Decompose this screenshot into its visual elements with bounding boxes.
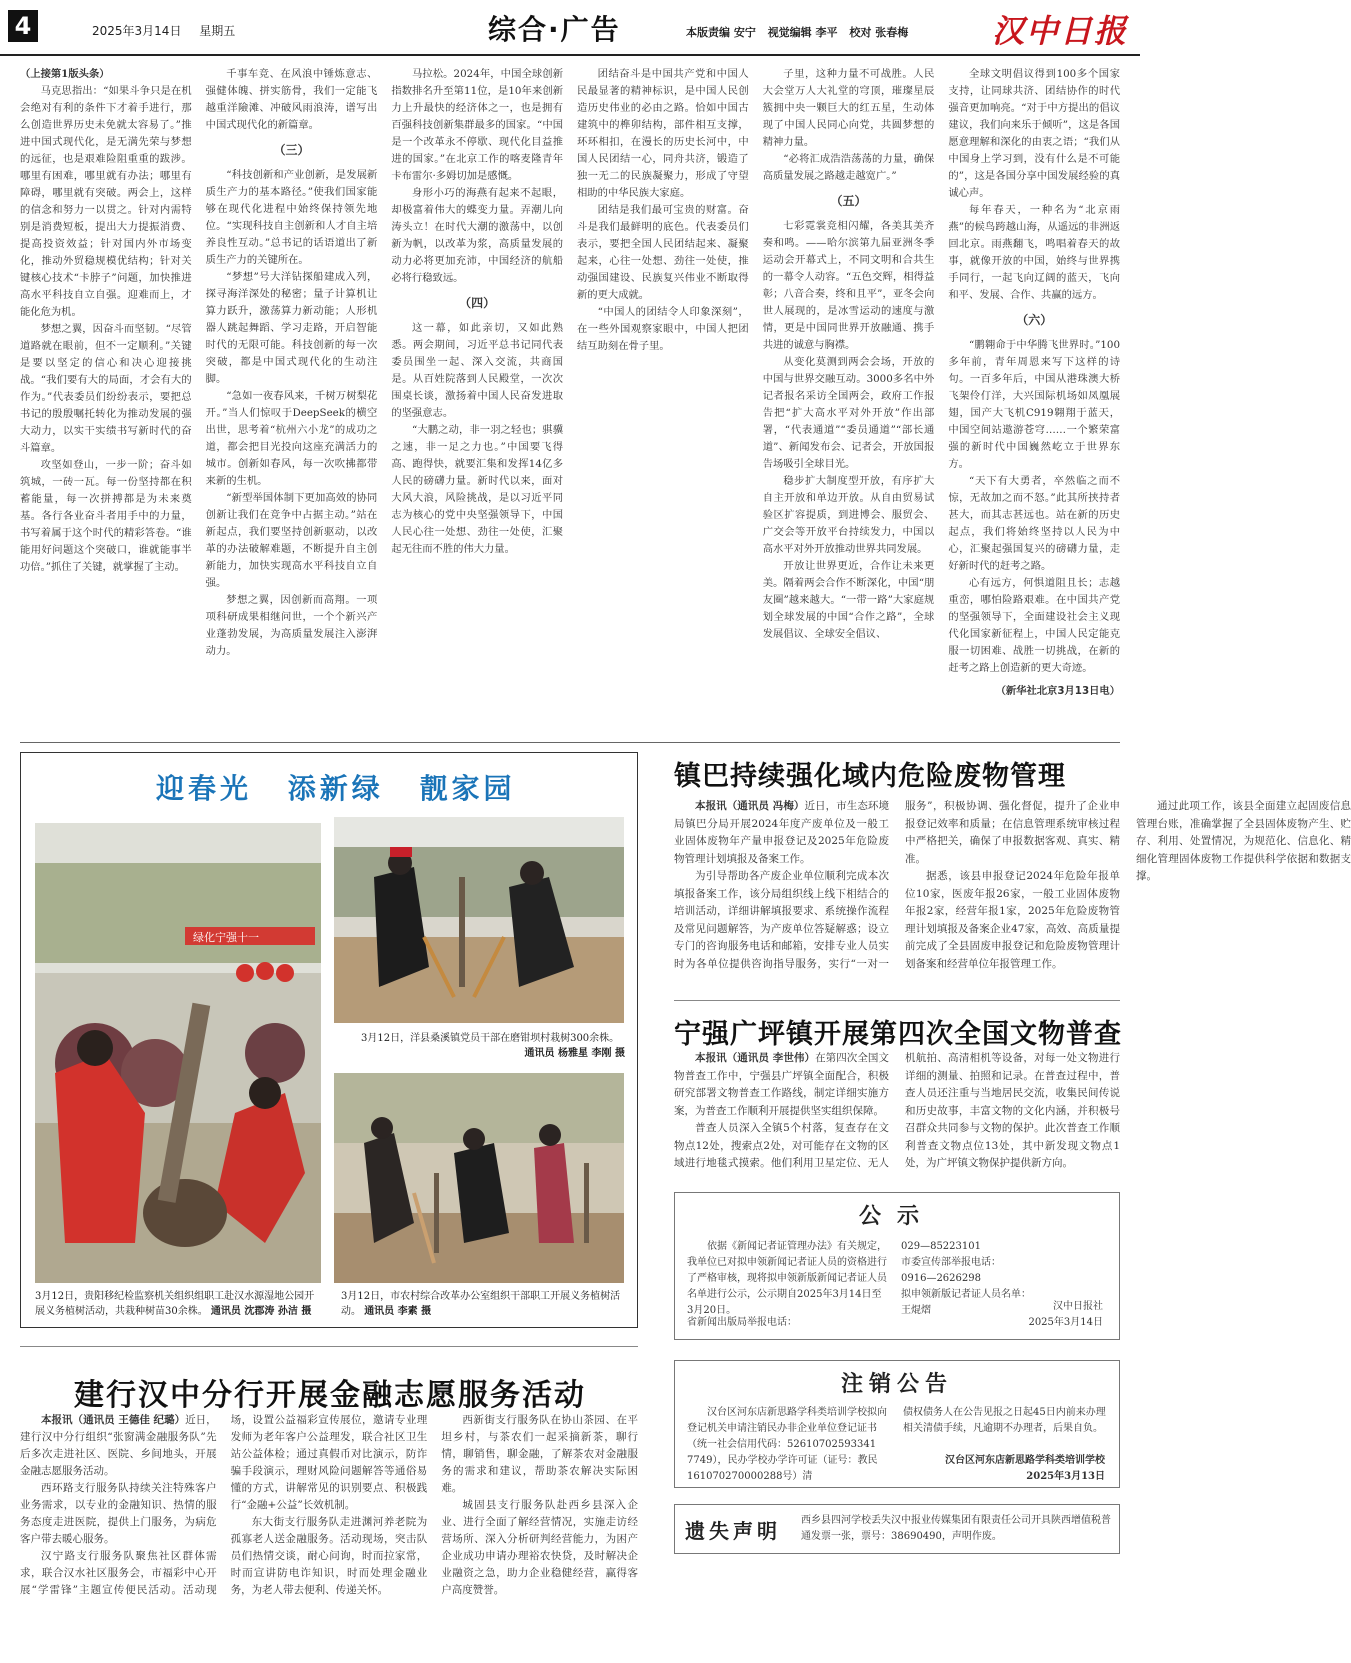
- issue-date: [92, 22, 249, 39]
- photo-staff-planting: [334, 1073, 624, 1283]
- banner-text: 绿化宁强十一: [193, 931, 259, 944]
- notice-date: 2025年3月13日: [1026, 1471, 1105, 1482]
- paragraph: 近日，市生态环境局镇巴分局开展2024年度产废单位及一般工业固体废物年产量申报登记及2025年危险废物管理计划填报及备案工作。: [674, 800, 890, 865]
- article-signature: （新华社北京3月13日电）: [995, 685, 1121, 697]
- cancellation-notice: [674, 1360, 1120, 1488]
- paragraph: “天下有大勇者，卒然临之而不惊，无故加之而不怒。”此其所挟持者甚大，而其志甚远也。站在新的历史起点，我们将始终坚持以人民为中心，汇聚起强国复兴的磅礴力量，走好新时代的赶考之路。: [948, 475, 1121, 572]
- notice-title: 注销公告: [840, 1372, 953, 1397]
- section-number: （四）: [459, 296, 496, 310]
- paragraph: “必将汇成浩浩荡荡的力量，确保高质量发展之路越走越宽广。”: [762, 153, 935, 182]
- notice-body-right: 债权债务人在公告见报之日起45日内前来办理相关清债手续，凡逾期不办理者，后果自负。: [903, 1407, 1106, 1434]
- caption-text: 3月12日，市农村综合改革办公室组织干部职工开展义务植树活动。: [341, 1291, 621, 1317]
- paragraph: 梦想之翼，因创新而高翔。一项项科研成果相继问世，一个个新兴产业蓬勃发展，为高质量发展注入澎湃动力。: [205, 594, 378, 657]
- contact-line: 029—85223101: [901, 1241, 981, 1252]
- paragraph: 近日，建行汉中分行组织“张窗满金融服务队”先后多次走进社区、医院、乡间地头，开展金融志愿服务活动。: [20, 1414, 217, 1477]
- paragraph: 全球文明倡议得到100多个国家支持，让同球共济、团结协作的时代强音更加响亮。“对于中方提出的倡议建议，我们向来乐于倾听”，这是各国愿意理解和深化的由衷之语；“我们从中国身上学习到，没有什么是不可能的”，这是各国分享中国发展经验的真诚心声。: [948, 68, 1121, 199]
- page-header: [0, 0, 1140, 56]
- editor-credit: 视觉编辑 李平: [767, 26, 838, 39]
- article-column: [20, 66, 192, 736]
- article-body: [674, 1050, 1120, 1176]
- paragraph: “梦想”号大洋钻探船建成入列，探寻海洋深处的秘密；量子计算机让算力跃升，激荡算力新动能；人形机器人跳起舞蹈、学习走路，开启智能时代的无限可能。科技创新的每一次突破，都是中国式现代化的生动注脚。: [205, 271, 378, 385]
- paragraph: 为引导帮助各产废企业单位顺利完成本次填报备案工作，该分局组织线上线下相结合的培训活动，详细讲解填报要求、系统操作流程及常见问题解答，为产废单位答疑解惑；设立专门的咨询服务电话和邮箱，安排专业人员实时为各单位提供咨询指导服务，实行“一对一服务”，积极协调、强化督促，提升了企业申报登记效率和质量；在信息管理系统审核过程中严格把关，确保了申报数据客观、真实、精准。: [674, 800, 1120, 970]
- notice-org: 汉台区河东店新思路学科类培训学校: [945, 1455, 1105, 1466]
- editor-credit: 校对 张春梅: [849, 26, 909, 39]
- paragraph: 攻坚如登山，一步一阶；奋斗如筑城，一砖一瓦。每一份坚持都在积蓄能量，每一次拼搏都是为未来奠基。各行各业奋斗者用手中的力量，书写着属于这个时代的精彩答卷。“谁能用好问题这个突破口，谁就能事半功倍。”抓住了关键，就掌握了主动。: [20, 459, 192, 573]
- notice-signoff: [945, 1453, 1105, 1485]
- photo-caption: [35, 1289, 321, 1319]
- notice-title: 遗失声明: [685, 1519, 781, 1543]
- paragraph: 这一幕，如此亲切，又如此熟悉。两会期间，习近平总书记同代表委员围坐一起、深入交流，共商国是。从百姓院落到人民殿堂，一次次围桌长谈，激扬着中国人民奋发进取的坚强意志。: [391, 322, 564, 419]
- notice-body: 依据《新闻记者证管理办法》有关规定，我单位已对拟申领新闻记者证人员的资格进行了严格审核，现将拟申领新版新闻记者证人员名单进行公示，公示期自2025年3月14日至3月20日。: [687, 1241, 887, 1316]
- notice-body: 汉台区河东店新思路学科类培训学校拟向登记机关申请注销民办非企业单位登记证书（统一社会信用代码：52610702593341 7749），民办学校办学许可证（证号：教民161070270000288号）清: [687, 1407, 887, 1482]
- paragraph: 在第四次全国文物普查工作中，宁强县广坪镇全面配合，积极研究部署文物普查工作路线，制定详细实施方案，为普查工作顺利开展提供坚实组织保障。: [674, 1052, 890, 1117]
- notice-title: 公示: [858, 1204, 935, 1229]
- paragraph: 据悉，该县申报登记2024年危险年报单位10家，医废年报26家，一般工业固体废物年报2家，经营年报1家，2025年危险废物管理计划填报及备案企业47家，高效、高质量提前完成了全县固废申报登记和危险废物管理计划备案和经营单位年报管理工作。: [905, 870, 1120, 970]
- paragraph: 千事车竞、在风浪中锤炼意志、强健体魄、拼实筋骨，我们一定能飞越重洋險滩、冲破风雨浪涛，谱写出中国式现代化的新篇章。: [205, 68, 378, 131]
- title-part: 靓家园: [419, 772, 516, 805]
- paragraph: “急如一夜春风来，千树万树梨花开。”当人们惊叹于DeepSeek的横空出世，思考着“杭州六小龙”的成功之道，都会把目光投向这座充满活力的城市。创新如春风，每一次吹拂都带来新的生机。: [205, 390, 378, 487]
- divider: [20, 1346, 638, 1347]
- article-headline: 镇巴持续强化域内危险废物管理: [674, 761, 1066, 792]
- photo-caption: [361, 1031, 625, 1061]
- continued-label: （上接第1版头条）: [20, 68, 110, 80]
- section-number: （五）: [830, 194, 867, 208]
- article-column: [206, 66, 378, 736]
- editor-credit: 本版责编 安宁: [686, 26, 756, 39]
- photo-caption: [341, 1289, 625, 1319]
- byline: 本报讯（通讯员 李世伟）: [695, 1052, 816, 1064]
- photo-image: [334, 817, 624, 1023]
- paragraph: 身形小巧的海燕有起来不起眼，却极富着伟大的蝶变力量。弄潮儿向涛头立！在时代大潮的激荡中，以创新为帆，以改革为浆，高质量发展的动力必将更加充沛，中国经济的航船必将行稳致远。: [391, 187, 564, 284]
- photo-credit: 通讯员 李素 摄: [364, 1306, 432, 1317]
- photo-officials-planting: [334, 817, 624, 1023]
- notice-date: 2025年3月14日: [1028, 1317, 1103, 1328]
- title-part: 迎春光: [156, 772, 253, 805]
- title-part: 添新绿: [287, 772, 384, 805]
- paragraph: 子里，这种力量不可战胜。人民大会堂万人大礼堂的穹顶，璀璨星辰簇拥中央一颗巨大的红五星，生动体现了中国人民同心向党，共圆梦想的精神力量。: [762, 68, 935, 148]
- paragraph: 马拉松。2024年，中国全球创新指数排名升至第11位，是10年来创新力上升最快的经济体之一，也是拥有百强科技创新集群最多的国家。“中国是一个改革永不停歇、现代化目益推进的国家。”在北京工作的喀麦隆青年卡布雷尔·多姆切加是感慨。: [391, 68, 564, 182]
- photo-volunteers-planting: [35, 823, 321, 1283]
- article-column: [763, 66, 935, 736]
- notice-body: 西乡县四河学校丢失汉中报业传媒集团有限责任公司开具陕西增值税普通发票一张，票号：38690490，声明作废。: [801, 1515, 1111, 1542]
- article-headline: 宁强广坪镇开展第四次全国文物普查: [674, 1019, 1122, 1050]
- notice-signoff: [1028, 1299, 1103, 1331]
- photo-image: [35, 823, 321, 1283]
- contact-line: 0916—2626298: [901, 1273, 981, 1284]
- editor-credits: [686, 24, 916, 40]
- paragraph: “科技创新和产业创新，是发展新质生产力的基本路径。”使我们国家能够在现代化进程中始终保持领先地位。“实现科技自主创新和人才自主培养良性互动。”总书记的话语道出了新质生产力的关键所在。: [205, 169, 378, 266]
- paragraph: “大鹏之动，非一羽之轻也；骐骥之速，非一足之力也。”中国要飞得高、跑得快，就要汇集和发挥14亿多人民的磅礴力量。新时代以来，面对大风大浪，风险挑战，是以习近平同志为核心的党中央坚强领导下，中国人民心往一处想、劲往一处使，汇聚起无往而不胜的伟大力量。: [391, 424, 564, 555]
- public-notice: [674, 1192, 1120, 1340]
- paragraph: 七彩霓裳竞相闪耀，各美其美齐奏和鸣。——哈尔滨第九届亚洲冬季运动会开幕式上，不同文明和合共生的一幕令人动容。“五色交辉，相得益彰；八音合奏，终和且平”，亚冬会向世人展现的，是冰雪运动的速度与激情，更是中国同世界开放融通、携手共进的诚意与胸襟。: [762, 220, 935, 351]
- article-column: [577, 66, 749, 736]
- paragraph: 城固县支行服务队赴西乡县深入企业、进行全面了解经营情况，实施走访经营场所、深入分析研判经营能力，为困产企业成功申请办理裕农快贷，及时解决企业融资之急，助力企业稳健经营，赢得客户高度赞誉。: [441, 1499, 638, 1596]
- lost-notice: [674, 1504, 1120, 1554]
- paragraph: “中国人的团结令人印象深刻”，在一些外国观察家眼中，中国人把团结互助刻在骨子里。: [577, 306, 749, 352]
- section-number: （六）: [1016, 313, 1053, 327]
- paragraph: “新型举国体制下更加高效的协同创新让我们在竞争中占据主动。”站在新起点，我们要坚持创新驱动，以改革的办法破解难题，不断提升自主创新能力，加快实现高水平科技自立自强。: [205, 492, 378, 589]
- article-body: [20, 1412, 638, 1652]
- article-column: [948, 66, 1120, 736]
- page-number: 4: [8, 10, 38, 42]
- paragraph: 普查人员深入全镇5个村落，复查存在文物点12处，搜索点2处，对可能存在文物的区域进行地毯式摸索。他们利用卫星定位、无人机航拍、高清相机等设备，对每一处文物进行详细的测量、拍照和记录。在普查过程中，普查人员还注重与当地居民交流，收集民间传说和历史故事，丰富文物的文化内涵，并积极号召群众共同参与文物的保护。此次普查工作顺利普查文物点位13处，其中新发现文物点1处，为广坪镇文物保护提供新方向。: [674, 1052, 1120, 1169]
- photo-feature-title: [156, 767, 538, 807]
- paragraph: 通过此项工作，该县全面建立起固废信息管理台账，准确掌握了全县固体废物产生、贮存、利用、处置情况，为规范化、信息化、精细化管理固体废物工作提供科学依据和数据支撑。: [1136, 800, 1351, 882]
- photo-credit: 通讯员 沈郡涛 孙洁 摄: [210, 1306, 312, 1317]
- photo-image: [334, 1073, 624, 1283]
- article-column: [391, 66, 563, 736]
- paragraph: 梦想之翼，因奋斗而坚韧。“尽管道路就在眼前，但不一定顺利。”关键是要以坚定的信心和决心迎接挑战。“我们要有大的局面，才会有大的作为。”代表委员们纷纷表示，要把总书记的殷殷嘱托转化为推动发展的强大动力，以实干实绩书写新时代的奋斗篇章。: [20, 323, 192, 454]
- byline: 本报讯（通讯员 冯梅）: [695, 800, 805, 812]
- notice-contact-label: 省新闻出版局举报电话：: [687, 1317, 797, 1328]
- paragraph: 西新街支行服务队在协山茶园、在平坦乡村，与茶农们一起采摘新茶，聊行情，聊销售，聊金融，了解茶农对金融服务的需求和建议，帮助茶农解决实际困难。: [441, 1414, 638, 1494]
- article-headline: 建行汉中分行开展金融志愿服务活动: [74, 1378, 586, 1413]
- paragraph: “鹏翱命于中华腾飞世界时。”100多年前，青年周恩来写下这样的诗句。一百多年后，中国从港珠澳大桥飞架伶仃洋，大兴国际机场如凤凰展翅，国产大飞机C919翱翔于蓝天，中国空间站遨游苍穹……一个繁荣富强的新时代中国巍然屹立于世界东方。: [948, 339, 1121, 470]
- caption-text: 3月12日，贵阳移纪检监察机关组织组职工赴汉水源湿地公园开展义务植树活动，共栽种树苗30余株。: [35, 1291, 315, 1317]
- paragraph: 西环路支行服务队持续关注特殊客户业务需求，以专业的金融知识、热情的服务态度走进医院，提供上门服务，为病危客户带去暖心服务。: [20, 1482, 217, 1545]
- byline: 本报讯（通讯员 王德佳 纪璐）: [41, 1414, 186, 1426]
- article-body: [674, 798, 1351, 986]
- paragraph: 稳步扩大制度型开放，有序扩大自主开放和单边开放。从自由贸易试验区扩容提质，到进博会、服贸会、广交会等开放平台持续发力，中国以高水平对外开放推动世界共同发展。: [762, 475, 935, 555]
- paragraph: 马克思指出：“如果斗争只是在机会绝对有利的条件下才着手进行，那么创造世界历史未免就太容易了。”推进中国式现代化，是无满先荣与梦想的远征，也是艰难险阻重重的跋涉。哪里有困难，哪里就有办法；哪里有障碍，哪里就有突破。两会上，这样的信念和努力一以贯之。针对内需特别是消费短板，提出大力提振消费、提高投资效益；针对国内外市场变化，推动外贸稳规模优结构；针对关键核心技术“卡脖子”问题，加快推进高水平科技自立自强。迎难而上，才能化危为机。: [20, 85, 192, 318]
- photo-feature: [20, 752, 638, 1328]
- newspaper-logo: 汉中日报: [991, 12, 1128, 50]
- notice-org: 汉中日报社: [1053, 1301, 1103, 1312]
- date-text: 2025年3月14日: [92, 24, 182, 38]
- divider: [20, 742, 1120, 743]
- paragraph: 心有远方，何惧道阻且长；志越重峦，哪怕险路艰难。在中国共产党的坚强领导下，全面建设社会主义现代化国家新征程上，中国人民定能克服一切困难、战胜一切挑战，在新的赶考之路上创造新的更大奇迹。: [948, 577, 1121, 674]
- contact-line: 拟申领新版记者证人员名单：: [901, 1289, 1031, 1300]
- photo-credit: 通讯员 杨雅星 李刚 摄: [524, 1048, 625, 1059]
- contact-line: 市委宣传部举报电话：: [901, 1257, 1001, 1268]
- contact-line: 王焜熠: [901, 1305, 931, 1316]
- paragraph: 团结是我们最可宝贵的财富。奋斗是我们最鲜明的底色。代表委员们表示，要把全国人民团结起来、凝聚起来，心往一处想、劲往一处使，推动强国建设、民族复兴伟业不断取得新的更大成就。: [577, 204, 749, 301]
- lead-article: [20, 66, 1120, 736]
- paragraph: 从变化莫测到两会会场，开放的中国与世界交融互动。3000多名中外记者报名采访全国两会，政府工作报告把“扩大高水平对外开放”作出部署，“代表通道”“委员通道”“部长通道”、新闻发布会、记者会，开放国报告场吸引全球目光。: [762, 356, 935, 470]
- paragraph: 每年春天，一种名为“北京雨燕”的候鸟跨越山海，从遥远的非洲返回北京。雨燕翻飞，鸣唱着春天的故事，就像开放的中国，始终与世界携手同行，一起飞向辽阔的蓝天，飞向和平、发展、合作、共赢的远方。: [948, 204, 1121, 301]
- weekday-text: 星期五: [199, 24, 236, 38]
- section-number: （三）: [273, 143, 310, 157]
- paragraph: 汉宁路支行服务队聚焦社区群体需求，联合汉水社区服务会，市福彩中心开展“学雷锋”主题宣传便民活动。活动现场，设置公益福彩宣传展位，邀请专业理发师为老年客户公益理发，联合社区卫生站公益体检；通过真假币对比演示，防诈骗手段演示，理财风险问题解答等通俗易懂的方式，讲解常见的识别要点、积极践行“金融+公益”长效机制。: [20, 1414, 428, 1596]
- caption-text: 3月12日，洋县桑溪镇党员干部在磨钳坝村栽树300余株。: [361, 1033, 620, 1044]
- divider: [674, 1000, 1120, 1001]
- paragraph: 东大街支行服务队走进渊河养老院为孤寡老人送金融服务。活动现场，突击队员们热情交谈，耐心问询，时而拉家常，时而宣讲防电诈知识，时而处理金融业务，为老人带去便利、传递关怀。: [230, 1516, 428, 1596]
- section-title: 综合·广告: [488, 13, 621, 46]
- paragraph: 团结奋斗是中国共产党和中国人民最显著的精神标识，是中国人民创造历史伟业的必由之路。恰如中国古建筑中的榫卯结构，部件相互支撑，环环相扣，在漫长的历史长河中，中国人民团结一心，同舟共济，锻造了独一无二的民族凝聚力，形成了守望相助的中华民族大家庭。: [577, 68, 749, 199]
- paragraph: 开放让世界更近，合作让未来更美。隔着两会合作不断深化，中国“朋友圈”越来越大。“一带一路”大家庭规划全球发展的中国“合作之路”，全球发展倡议、全球安全倡议、: [762, 560, 935, 640]
